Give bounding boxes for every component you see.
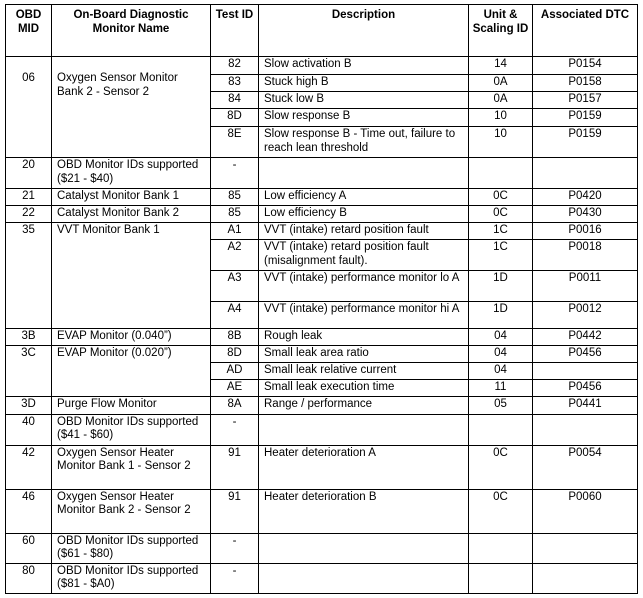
unit-scaling-cell: 04: [469, 363, 533, 380]
description-cell: Heater deterioration B: [259, 489, 469, 533]
obd-mid-cell: 06: [6, 57, 52, 158]
description-cell: Slow response B: [259, 109, 469, 127]
dtc-cell: [533, 158, 638, 189]
test-id-cell: 8D: [211, 346, 259, 363]
table-row: [6, 489, 638, 533]
unit-scaling-cell: 04: [469, 329, 533, 346]
dtc-cell: P0442: [533, 329, 638, 346]
unit-scaling-cell: 0A: [469, 92, 533, 109]
dtc-cell: P0016: [533, 223, 638, 240]
dtc-cell: [533, 363, 638, 380]
test-id-cell: -: [211, 533, 259, 563]
obd-mid-cell: 35: [6, 223, 52, 329]
table-row: [6, 414, 638, 445]
test-id-cell: 84: [211, 92, 259, 109]
obd-mid-cell: 22: [6, 206, 52, 223]
header-unit-scaling: Unit & Scaling ID: [469, 5, 533, 57]
description-cell: Small leak relative current: [259, 363, 469, 380]
table-row: [6, 223, 638, 240]
obd-mid-cell: 3B: [6, 329, 52, 346]
description-cell: VVT (intake) retard position fault: [259, 223, 469, 240]
description-cell: Slow response B - Time out, failure to reach lean threshold: [259, 127, 469, 158]
table-row: [6, 189, 638, 206]
header-obd-mid: OBD MID: [6, 5, 52, 57]
obd-mid-cell: 20: [6, 158, 52, 189]
test-id-cell: A1: [211, 223, 259, 240]
description-cell: Low efficiency B: [259, 206, 469, 223]
description-cell: Rough leak: [259, 329, 469, 346]
test-id-cell: A4: [211, 302, 259, 329]
monitor-name-cell: OBD Monitor IDs supported ($21 - $40): [52, 158, 211, 189]
test-id-cell: 8B: [211, 329, 259, 346]
description-cell: VVT (intake) performance monitor lo A: [259, 271, 469, 302]
description-cell: [259, 533, 469, 563]
dtc-cell: P0157: [533, 92, 638, 109]
test-id-cell: -: [211, 158, 259, 189]
dtc-cell: P0456: [533, 346, 638, 363]
description-cell: [259, 414, 469, 445]
unit-scaling-cell: 0C: [469, 445, 533, 489]
dtc-cell: P0018: [533, 240, 638, 271]
description-cell: Stuck low B: [259, 92, 469, 109]
unit-scaling-cell: [469, 563, 533, 593]
test-id-cell: 83: [211, 75, 259, 92]
description-cell: Stuck high B: [259, 75, 469, 92]
monitor-name-cell: Oxygen Sensor Heater Monitor Bank 1 - Sensor 2: [52, 445, 211, 489]
header-row: [6, 5, 638, 57]
dtc-cell: [533, 414, 638, 445]
unit-scaling-cell: 14: [469, 57, 533, 75]
dtc-cell: P0456: [533, 379, 638, 396]
monitor-name-cell: OBD Monitor IDs supported ($61 - $80): [52, 533, 211, 563]
unit-scaling-cell: [469, 158, 533, 189]
table-row: [6, 57, 638, 75]
description-cell: Slow activation B: [259, 57, 469, 75]
description-cell: [259, 158, 469, 189]
test-id-cell: 85: [211, 189, 259, 206]
unit-scaling-cell: 1C: [469, 223, 533, 240]
dtc-cell: P0441: [533, 396, 638, 414]
table-row: [6, 346, 638, 363]
monitor-name-cell: OBD Monitor IDs supported ($81 - $A0): [52, 563, 211, 593]
dtc-cell: P0159: [533, 127, 638, 158]
dtc-cell: P0011: [533, 271, 638, 302]
description-cell: VVT (intake) retard position fault (misalignment fault).: [259, 240, 469, 271]
table-row: [6, 396, 638, 414]
obd-mid-cell: 60: [6, 533, 52, 563]
monitor-name-cell: OBD Monitor IDs supported ($41 - $60): [52, 414, 211, 445]
monitor-name-cell: Catalyst Monitor Bank 1: [52, 189, 211, 206]
test-id-cell: A2: [211, 240, 259, 271]
unit-scaling-cell: 1D: [469, 302, 533, 329]
unit-scaling-cell: 0C: [469, 189, 533, 206]
monitor-name-cell: Purge Flow Monitor: [52, 396, 211, 414]
dtc-cell: P0420: [533, 189, 638, 206]
test-id-cell: AD: [211, 363, 259, 380]
obd-mid-cell: 40: [6, 414, 52, 445]
unit-scaling-cell: [469, 533, 533, 563]
monitor-name-cell: Oxygen Sensor Heater Monitor Bank 2 - Sensor 2: [52, 489, 211, 533]
test-id-cell: 8D: [211, 109, 259, 127]
monitor-name-cell: EVAP Monitor (0.040”): [52, 329, 211, 346]
header-description: Description: [259, 5, 469, 57]
unit-scaling-cell: 0C: [469, 489, 533, 533]
obd-mid-cell: 42: [6, 445, 52, 489]
unit-scaling-cell: 0A: [469, 75, 533, 92]
description-cell: [259, 563, 469, 593]
table-body: [6, 57, 638, 594]
dtc-cell: P0158: [533, 75, 638, 92]
unit-scaling-cell: 0C: [469, 206, 533, 223]
obd-mid-cell: 80: [6, 563, 52, 593]
test-id-cell: 8E: [211, 127, 259, 158]
description-cell: Small leak area ratio: [259, 346, 469, 363]
dtc-cell: P0159: [533, 109, 638, 127]
description-cell: VVT (intake) performance monitor hi A: [259, 302, 469, 329]
unit-scaling-cell: 11: [469, 379, 533, 396]
header-associated-dtc: Associated DTC: [533, 5, 638, 57]
table-row: [6, 445, 638, 489]
description-cell: Range / performance: [259, 396, 469, 414]
unit-scaling-cell: 10: [469, 127, 533, 158]
description-cell: Small leak execution time: [259, 379, 469, 396]
table-row: [6, 533, 638, 563]
header-monitor-name: On-Board Diagnostic Monitor Name: [52, 5, 211, 57]
dtc-cell: P0060: [533, 489, 638, 533]
unit-scaling-cell: 1D: [469, 271, 533, 302]
obd-mid-cell: 21: [6, 189, 52, 206]
test-id-cell: -: [211, 414, 259, 445]
dtc-cell: P0012: [533, 302, 638, 329]
test-id-cell: 91: [211, 445, 259, 489]
test-id-cell: 85: [211, 206, 259, 223]
obd-monitor-table: [5, 4, 638, 594]
test-id-cell: 8A: [211, 396, 259, 414]
dtc-cell: [533, 563, 638, 593]
monitor-name-cell: Oxygen Sensor Monitor Bank 2 - Sensor 2: [52, 57, 211, 158]
table-row: [6, 563, 638, 593]
dtc-cell: P0154: [533, 57, 638, 75]
test-id-cell: AE: [211, 379, 259, 396]
unit-scaling-cell: 05: [469, 396, 533, 414]
dtc-cell: [533, 533, 638, 563]
obd-mid-cell: 3C: [6, 346, 52, 397]
monitor-name-cell: Catalyst Monitor Bank 2: [52, 206, 211, 223]
description-cell: Low efficiency A: [259, 189, 469, 206]
unit-scaling-cell: [469, 414, 533, 445]
unit-scaling-cell: 1C: [469, 240, 533, 271]
test-id-cell: 82: [211, 57, 259, 75]
description-cell: Heater deterioration A: [259, 445, 469, 489]
table-row: [6, 329, 638, 346]
table-row: [6, 206, 638, 223]
monitor-name-cell: EVAP Monitor (0.020”): [52, 346, 211, 397]
test-id-cell: A3: [211, 271, 259, 302]
obd-mid-cell: 46: [6, 489, 52, 533]
test-id-cell: 91: [211, 489, 259, 533]
unit-scaling-cell: 10: [469, 109, 533, 127]
test-id-cell: -: [211, 563, 259, 593]
obd-mid-cell: 3D: [6, 396, 52, 414]
dtc-cell: P0430: [533, 206, 638, 223]
table-row: [6, 158, 638, 189]
header-test-id: Test ID: [211, 5, 259, 57]
dtc-cell: P0054: [533, 445, 638, 489]
unit-scaling-cell: 04: [469, 346, 533, 363]
monitor-name-cell: VVT Monitor Bank 1: [52, 223, 211, 329]
